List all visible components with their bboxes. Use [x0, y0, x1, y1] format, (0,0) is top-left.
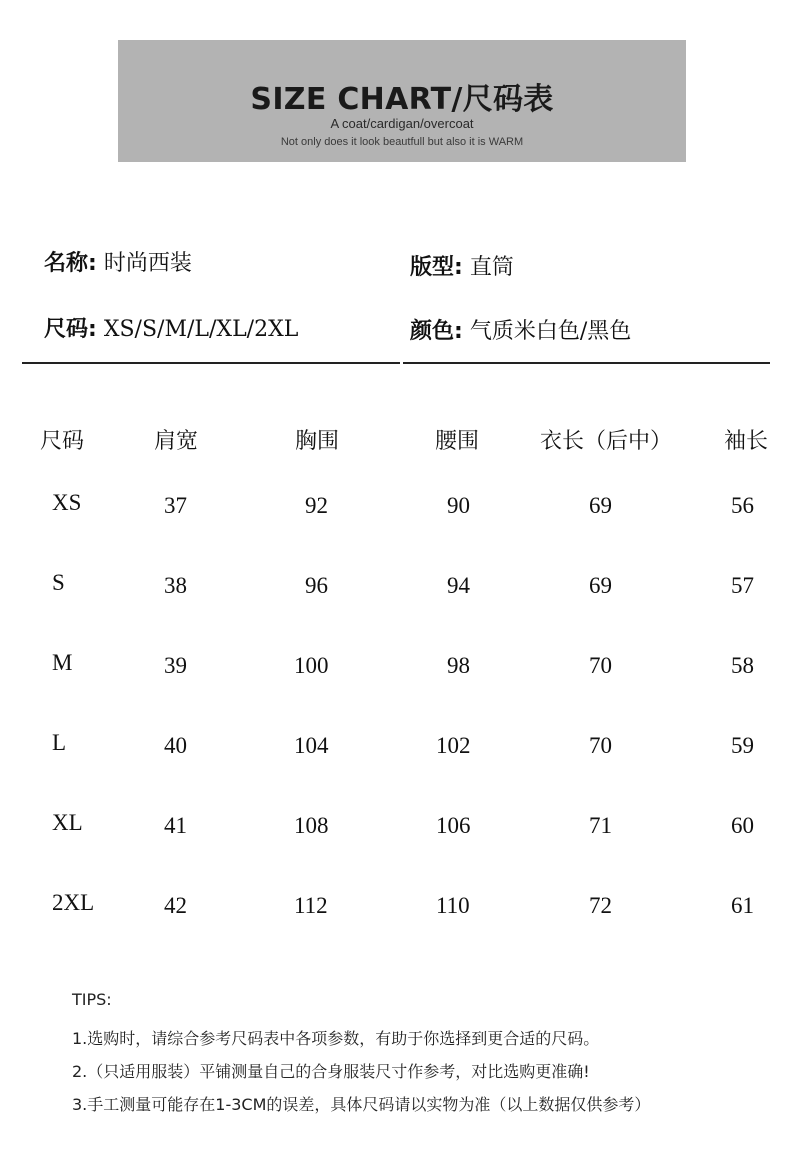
cell-waist: 106: [436, 813, 471, 838]
cell-chest: 100: [294, 653, 329, 678]
cell-size: XS: [52, 490, 82, 515]
header-sleeve: 袖长: [724, 429, 769, 454]
cell-shoulder: 42: [164, 893, 187, 918]
banner-title: SIZE CHART/尺码表: [250, 82, 554, 117]
product-color-label: 颜色:: [410, 319, 463, 344]
cell-size: L: [52, 730, 67, 755]
tips-title: TIPS:: [72, 990, 112, 1009]
cell-sleeve: 61: [731, 893, 754, 918]
header-size: 尺码: [40, 429, 85, 454]
banner-tagline: Not only does it look beautfull but also it is WARM: [280, 136, 524, 148]
cell-length: 71: [589, 813, 612, 838]
product-sizes-label: 尺码:: [44, 317, 97, 342]
tip-item: 1.选购时，请综合参考尺码表中各项参数，有助于你选择到更合适的尺码。: [72, 1029, 600, 1048]
cell-sleeve: 58: [731, 653, 754, 678]
cell-sleeve: 56: [731, 493, 754, 518]
tip-item: 2.（只适用服装）平铺测量自己的合身服装尺寸作参考，对比选购更准确!: [72, 1062, 590, 1081]
cell-waist: 102: [436, 733, 471, 758]
cell-size: 2XL: [52, 890, 95, 915]
product-name-value: 时尚西装: [103, 251, 192, 276]
cell-waist: 90: [447, 493, 470, 518]
product-name: [44, 246, 192, 277]
product-sizes: [44, 312, 298, 343]
header-shoulder: 肩宽: [154, 429, 199, 454]
cell-chest: 108: [294, 813, 329, 838]
cell-shoulder: 38: [164, 573, 187, 598]
cell-shoulder: 41: [164, 813, 187, 838]
header-length: 衣长（后中）: [540, 429, 673, 454]
product-color-value: 气质米白色/黑色: [469, 319, 632, 344]
divider-right: [403, 362, 770, 364]
cell-length: 72: [589, 893, 612, 918]
header-waist: 腰围: [435, 429, 480, 454]
cell-size: S: [52, 570, 65, 595]
cell-waist: 94: [447, 573, 470, 598]
product-fit: [410, 250, 514, 281]
cell-length: 70: [589, 653, 612, 678]
header-chest: 胸围: [295, 429, 340, 454]
cell-size: XL: [52, 810, 83, 835]
cell-shoulder: 39: [164, 653, 187, 678]
cell-chest: 92: [305, 493, 328, 518]
cell-size: M: [52, 650, 73, 675]
cell-chest: 112: [294, 893, 328, 918]
cell-length: 69: [589, 493, 612, 518]
cell-chest: 96: [305, 573, 328, 598]
cell-shoulder: 37: [164, 493, 187, 518]
tip-item: 3.手工测量可能存在1-3CM的误差，具体尺码请以实物为准（以上数据仅供参考）: [72, 1095, 651, 1114]
cell-sleeve: 57: [731, 573, 754, 598]
cell-waist: 98: [447, 653, 470, 678]
cell-shoulder: 40: [164, 733, 187, 758]
cell-sleeve: 59: [731, 733, 754, 758]
product-fit-value: 直筒: [469, 255, 514, 280]
cell-sleeve: 60: [731, 813, 754, 838]
product-sizes-value: XS/S/M/L/XL/2XL: [103, 317, 299, 342]
cell-waist: 110: [436, 893, 470, 918]
cell-length: 70: [589, 733, 612, 758]
size-chart-banner: [118, 40, 686, 162]
cell-chest: 104: [294, 733, 329, 758]
cell-length: 69: [589, 573, 612, 598]
divider-left: [22, 362, 400, 364]
product-name-label: 名称:: [44, 251, 97, 276]
product-fit-label: 版型:: [410, 255, 463, 280]
product-color: [410, 314, 631, 345]
banner-subtitle: A coat/cardigan/overcoat: [330, 116, 474, 131]
